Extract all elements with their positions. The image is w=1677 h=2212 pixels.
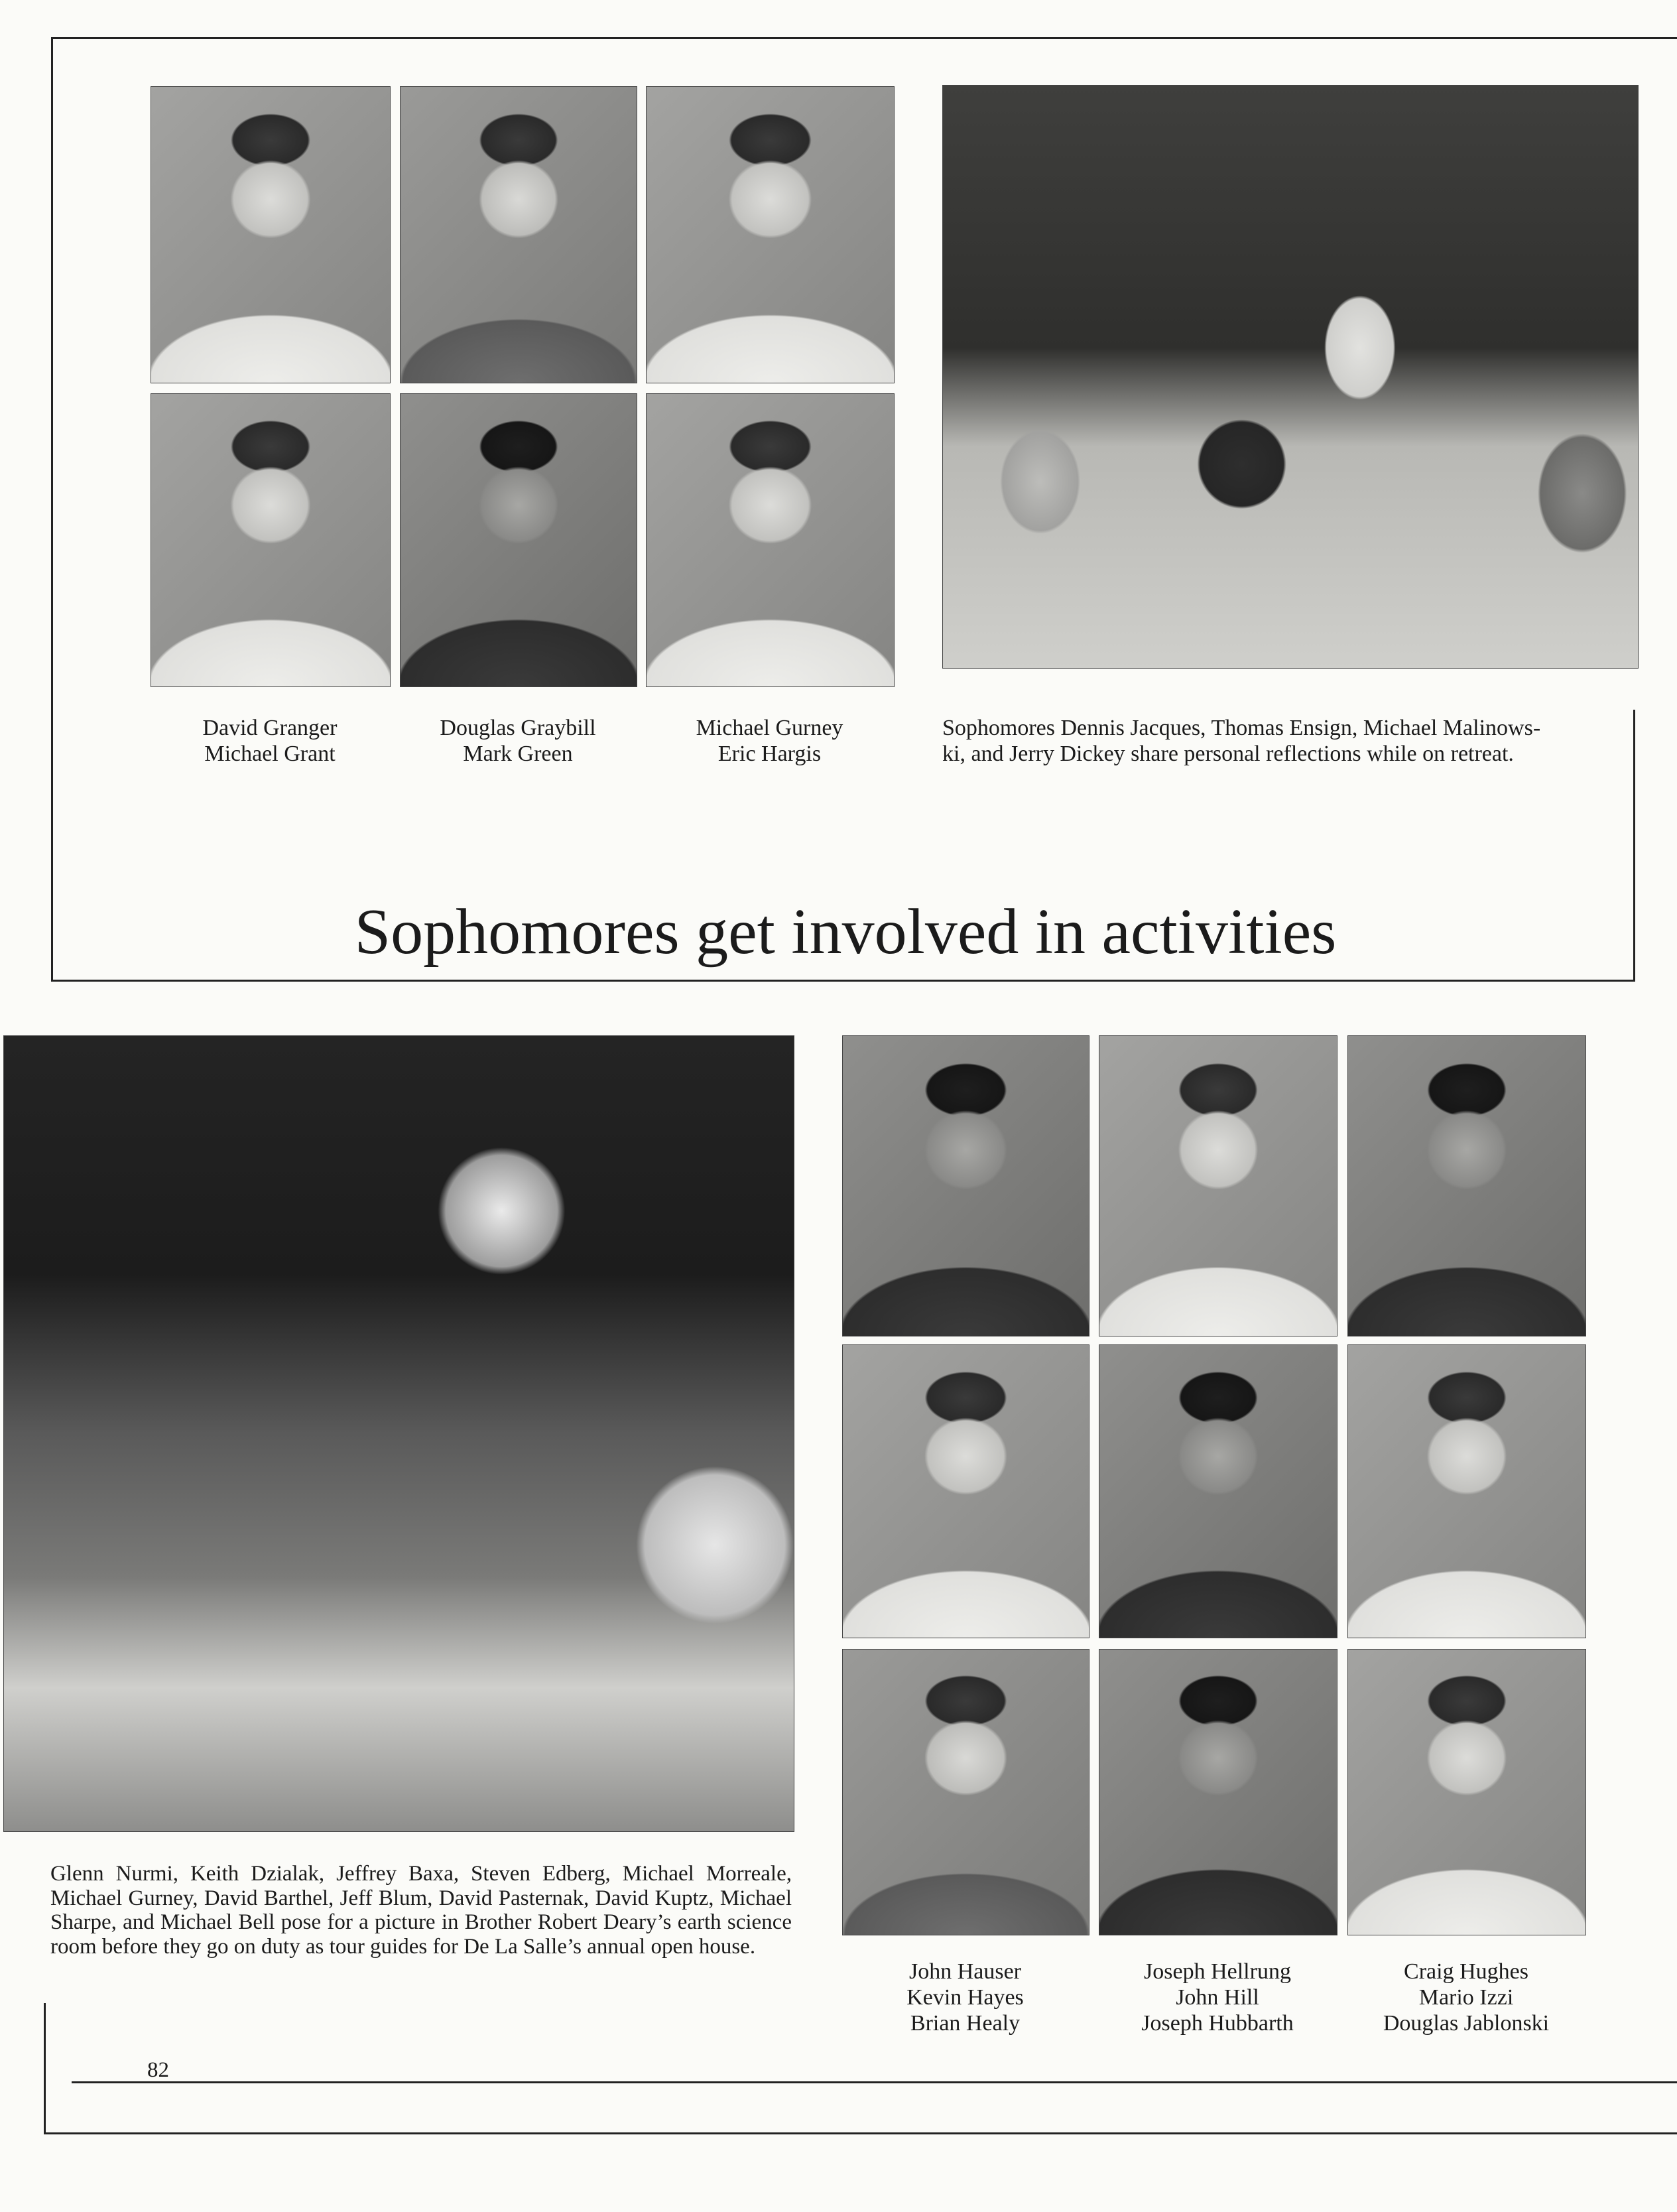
classroom-photo-caption: Glenn Nurmi, Keith Dzialak, Jeffrey Baxa, Steven Edberg, Michael Morreale, Michael Gurney, David Barthel, Jeff Blum, David Pasternak, David Kuptz, Michael Sharpe, and Michael Bell pose for a picture in Brother Robert Deary’s earth science room before they go on duty as tour guides for De La Salle’s annual open house. bbox=[50, 1862, 792, 1959]
portrait-eric-hargis bbox=[646, 393, 895, 687]
top-caption-col-1 bbox=[151, 715, 389, 767]
portrait-john-hill bbox=[1099, 1344, 1337, 1638]
caption-name: Joseph Hubbarth bbox=[1141, 2011, 1294, 2036]
bottom-caption-col-2 bbox=[1099, 1959, 1336, 2036]
portrait-joseph-hellrung bbox=[1099, 1035, 1337, 1336]
classroom-group-photo bbox=[3, 1035, 794, 1832]
retreat-photo-caption bbox=[942, 715, 1632, 767]
portrait-brian-healy bbox=[842, 1649, 1089, 1935]
portrait-john-hauser bbox=[842, 1035, 1089, 1336]
portrait-joseph-hubbarth bbox=[1099, 1649, 1337, 1935]
caption-name: John Hauser bbox=[908, 1959, 1022, 1984]
caption-line: ki, and Jerry Dickey share personal reflections while on retreat. bbox=[942, 742, 1514, 766]
caption-name: Joseph Hellrung bbox=[1144, 1959, 1291, 1984]
portrait-michael-gurney bbox=[646, 86, 895, 383]
page-headline: Sophomores get involved in activities bbox=[354, 896, 1337, 968]
caption-name: Mark Green bbox=[463, 742, 573, 766]
caption-name: Michael Grant bbox=[204, 742, 336, 766]
page-number: 82 bbox=[147, 2058, 169, 2082]
bottom-caption-col-1 bbox=[842, 1959, 1088, 2036]
caption-name: Douglas Jablonski bbox=[1383, 2011, 1550, 2036]
top-frame-left-line bbox=[51, 37, 53, 982]
caption-divider-line bbox=[1633, 710, 1635, 769]
retreat-photo bbox=[942, 85, 1639, 669]
caption-name: John Hill bbox=[1176, 1985, 1259, 2010]
caption-name: Eric Hargis bbox=[717, 742, 822, 766]
bottom-frame-left-line bbox=[44, 2003, 46, 2134]
portrait-kevin-hayes bbox=[842, 1344, 1089, 1638]
top-frame-line bbox=[51, 37, 1677, 39]
top-frame-bottom-line bbox=[51, 980, 1635, 982]
caption-name: Brian Healy bbox=[910, 2011, 1021, 2036]
caption-line: Sophomores Dennis Jacques, Thomas Ensign, Michael Malinows- bbox=[942, 716, 1541, 740]
caption-name: Kevin Hayes bbox=[906, 1985, 1024, 2010]
caption-name: Mario Izzi bbox=[1418, 1985, 1514, 2010]
portrait-david-granger bbox=[151, 86, 391, 383]
caption-name: David Granger bbox=[202, 716, 338, 740]
portrait-michael-grant bbox=[151, 393, 391, 687]
caption-name: Craig Hughes bbox=[1404, 1959, 1528, 1984]
caption-name: Michael Gurney bbox=[696, 716, 843, 740]
caption-name: Douglas Graybill bbox=[440, 716, 596, 740]
portrait-douglas-graybill bbox=[400, 86, 637, 383]
bottom-caption-col-3 bbox=[1347, 1959, 1585, 2036]
page-number-rule bbox=[72, 2081, 1677, 2083]
portrait-craig-hughes bbox=[1347, 1035, 1586, 1336]
portrait-douglas-jablonski bbox=[1347, 1649, 1586, 1935]
top-caption-col-2 bbox=[400, 715, 636, 767]
bottom-frame-bottom-line bbox=[44, 2132, 1677, 2134]
portrait-mark-green bbox=[400, 393, 637, 687]
portrait-mario-izzi bbox=[1347, 1344, 1586, 1638]
top-caption-col-3 bbox=[646, 715, 893, 767]
